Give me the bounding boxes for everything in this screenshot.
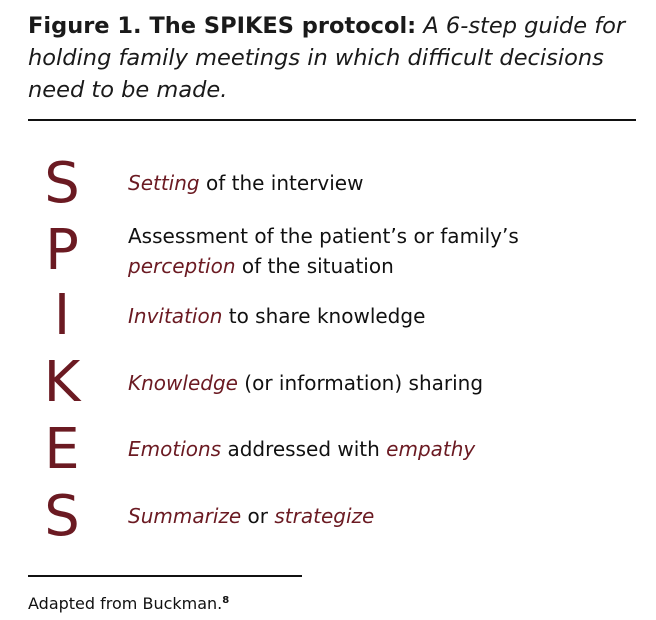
step-text-mid: addressed with <box>221 437 387 461</box>
top-divider <box>28 119 636 121</box>
figure-description: A 6-step guide for holding family meetings in which difficult decisions need to be made. <box>28 13 626 103</box>
step-text <box>128 434 475 464</box>
step-text-mid: or <box>241 504 275 528</box>
step-text <box>128 368 483 398</box>
step-text-rest: to share knowledge <box>222 304 426 328</box>
footnote-text: Adapted from Buckman. <box>28 594 223 613</box>
step-text-rest: Assessment of the patient’s or family’s <box>128 224 519 248</box>
step-letter: I <box>53 283 71 348</box>
step-keyword: perception <box>128 254 236 278</box>
footnote-reference: 8 <box>222 595 230 606</box>
step-letter: S <box>44 484 80 549</box>
footnote-divider <box>28 575 302 577</box>
step-keyword-2: empathy <box>386 437 476 461</box>
step-text <box>128 301 425 331</box>
step-keyword: Knowledge <box>128 371 238 395</box>
footnote <box>28 591 229 614</box>
step-keyword: Invitation <box>128 304 223 328</box>
step-text-rest: of the situation <box>235 254 394 278</box>
step-text <box>128 168 363 198</box>
step-keyword: Emotions <box>128 437 222 461</box>
step-text <box>128 501 374 531</box>
step-letter: K <box>43 350 81 415</box>
figure-label: Figure 1. The SPIKES protocol: <box>28 13 417 39</box>
step-text-line2 <box>128 251 394 281</box>
step-text-line1 <box>128 221 519 251</box>
step-text-rest: of the interview <box>199 171 364 195</box>
step-text-rest: (or information) sharing <box>237 371 484 395</box>
figure-caption <box>28 10 640 106</box>
step-letter: E <box>44 417 80 482</box>
step-keyword: Summarize <box>128 504 242 528</box>
step-letter: P <box>45 218 79 283</box>
step-keyword-2: strategize <box>274 504 375 528</box>
step-keyword: Setting <box>128 171 200 195</box>
step-letter: S <box>44 151 80 216</box>
